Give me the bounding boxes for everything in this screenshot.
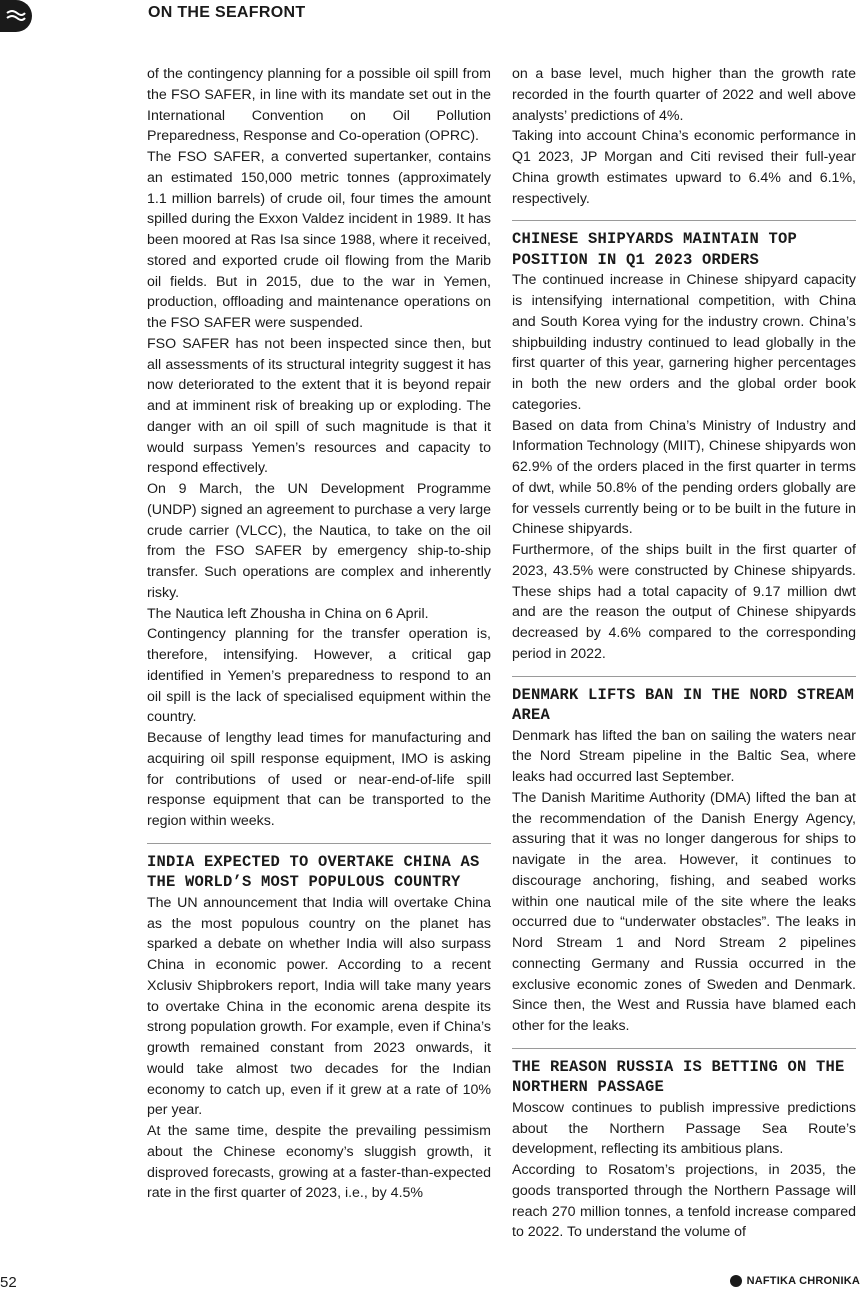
section-divider [512,676,856,677]
paragraph: The Nautica left Zhousha in China on 6 April. [147,605,429,622]
page-number: 52 [0,1274,17,1291]
paragraph: Based on data from China’s Ministry of Industry and Information Technology (MIIT), Chinese shipyards won 62.9% of the orders placed in the first quarter in terms of dwt, while 50.8% of the pending orders globally are for vessels currently being or to be built in the future in Chinese shipyards. [512,417,856,538]
paragraph: Because of lengthy lead times for manufacturing and acquiring oil spill response equipment, IMO is asking for contributions of used or near-end-of-life spill response equipment that can be transported to the region within weeks. [147,730,491,829]
paragraph: The Danish Maritime Authority (DMA) lifted the ban at the recommendation of the Danish Energy Agency, assuring that it was no longer dangerous for ships to navigate in the area. However, it continues to discourage anchoring, fishing, and seabed works within one nautical mile of the site where the leaks occurred due to “underwater obstacles”. The leaks in Nord Stream 1 and Nord Stream 2 pipelines connecting Germany and Russia occurred in the exclusive economic zones of Sweden and Denmark. Since then, the West and Russia have blamed each other for the leaks. [512,789,856,1034]
brand-name: NAFTIKA CHRONIKA [746,1275,860,1287]
article-heading-india: INDIA EXPECTED TO OVERTAKE CHINA AS THE WORLD’S MOST POPULOUS COUNTRY [147,852,480,892]
footer-brand [730,1275,860,1287]
section-title: ON THE SEAFRONT [148,4,306,21]
article-heading-russia: THE REASON RUSSIA IS BETTING ON THE NORTHERN PASSAGE [512,1057,845,1097]
paragraph: At the same time, despite the prevailing pessimism about the Chinese economy’s sluggish growth, it disproved forecasts, growing at a faster-than-expected rate in the first quarter of 2023, i.e., by 4.5% [147,1123,491,1202]
paragraph: FSO SAFER has not been inspected since then, but all assessments of its structural integrity suggest it has now deteriorated to the extent that it is beyond repair and at imminent risk of breaking up or exploding. The danger with an oil spill of such magnitude is that it would surpass Yemen’s resources and capacity to respond effectively. [147,335,491,477]
paragraph: On 9 March, the UN Development Programme (UNDP) signed an agreement to purchase a very large crude carrier (VLCC), the Nautica, to take on the oil from the FSO SAFER by emergency ship-to-ship transfer. Such operations are complex and inherently risky. [147,481,491,601]
paragraph: According to Rosatom’s projections, in 2035, the goods transported through the Northern Passage will reach 270 million tonnes, a tenfold increase compared to 2022. To understand the volume of [512,1162,856,1241]
naftika-logo-icon [730,1275,742,1287]
left-column [147,64,491,1204]
paragraph: The FSO SAFER, a converted supertanker, contains an estimated 150,000 metric tonnes (approximately 1.1 million barrels) of crude oil, four times the amount spilled during the Exxon Valdez incident in 1989. It has been moored at Ras Isa since 1988, where it received, stored and exported crude oil flowing from the Marib oil fields. But in 2015, due to the war in Yemen, production, offloading and maintenance operations on the FSO SAFER were suspended. [147,149,491,331]
paragraph: Furthermore, of the ships built in the first quarter of 2023, 43.5% were constructed by Chinese shipyards. These ships had a total capacity of 9.17 million dwt and are the reason the output of Chinese shipyards decreased by 4.6% compared to the corresponding period in 2022. [512,542,856,662]
paragraph: Moscow continues to publish impressive predictions about the Northern Passage Sea Route’s development, reflecting its ambitious plans. [512,1099,856,1158]
article-heading-denmark: DENMARK LIFTS BAN IN THE NORD STREAM AREA [512,685,855,724]
paragraph: of the contingency planning for a possible oil spill from the FSO SAFER, in line with its mandate set out in the International Convention on Oil Pollution Preparedness, Response and Co-operation (OPRC). [147,66,491,145]
section-divider [147,843,491,844]
paragraph: The UN announcement that India will overtake China as the most populous country on the planet has sparked a debate on whether India will also surpass China in economic power. According to a recent Xclusiv Shipbrokers report, India will take many years to overtake China in the economic arena despite its strong population growth. For example, even if China’s growth remained constant from 2023 onwards, it would take almost two decades for the Indian economy to catch up, even if it grew at a rate of 10% per year. [147,894,491,1119]
article-heading-shipyards: CHINESE SHIPYARDS MAINTAIN TOP POSITION IN Q1 2023 ORDERS [512,230,798,269]
section-divider [512,1048,856,1049]
right-column [512,64,856,1243]
paragraph: Denmark has lifted the ban on sailing the waters near the Nord Stream pipeline in the Baltic Sea, where leaks had occurred last September. [512,727,856,785]
paragraph: The continued increase in Chinese shipyard capacity is intensifying international competition, with China and South Korea vying for the industry crown. China’s shipbuilding industry continued to lead globally in the first quarter of this year, garnering higher percentages in both the new orders and the global order book categories. [512,272,856,413]
paragraph: Taking into account China’s economic performance in Q1 2023, JP Morgan and Citi revised their full-year China growth estimates upward to 6.4% and 6.1%, respectively. [512,128,856,207]
paragraph: on a base level, much higher than the growth rate recorded in the fourth quarter of 2022 and well above analysts’ predictions of 4%. [512,66,856,124]
wave-logo-icon [0,0,32,32]
paragraph: Contingency planning for the transfer operation is, therefore, intensifying. However, a critical gap identified in Yemen’s preparedness to respond to an oil spill is the lack of specialised equipment within the country. [147,626,491,726]
section-divider [512,220,856,221]
